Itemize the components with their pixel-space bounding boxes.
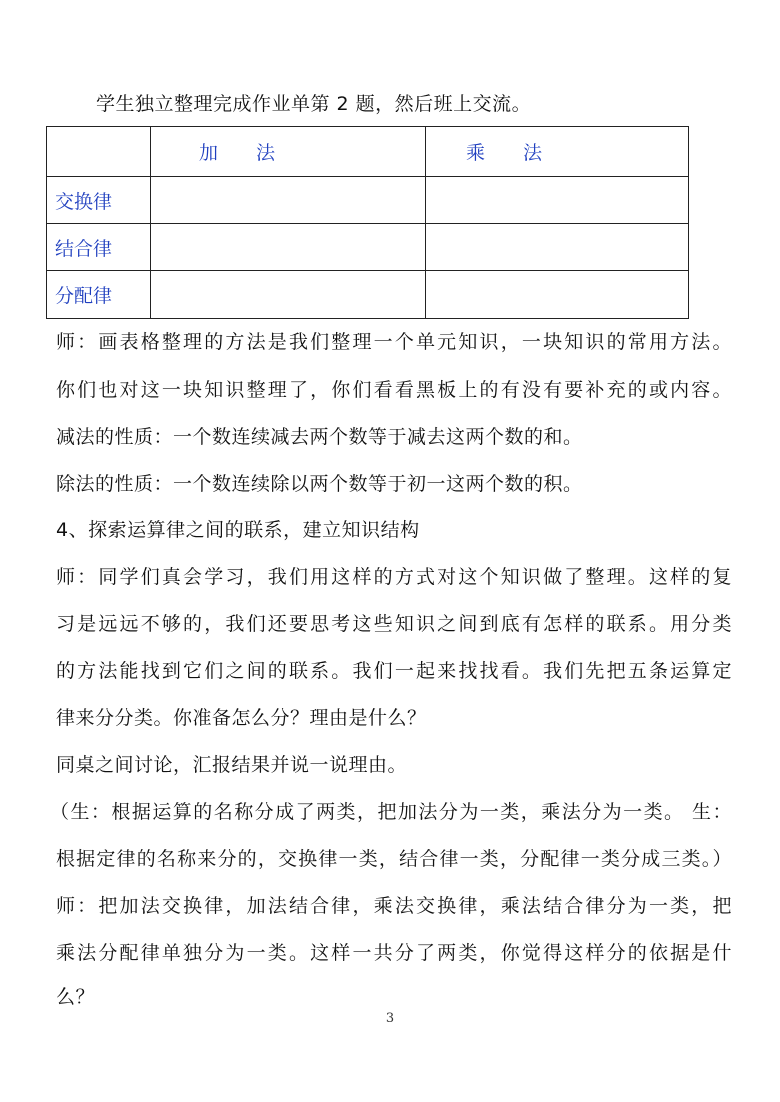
page-number: 3	[385, 1011, 395, 1026]
paragraph-line: 同桌之间讨论，汇报结果并说一说理由。	[56, 754, 408, 776]
paragraph-line: 乘法分配律单独分为一类。这样一共分了两类，你觉得这样分的依据是什	[56, 942, 732, 964]
intro-text: 学生独立整理完成作业单第 2 题，然后班上交流。	[96, 93, 532, 115]
table-cell	[426, 177, 689, 224]
paragraph-line: 习是远远不够的，我们还要思考这些知识之间到底有怎样的联系。用分类	[56, 613, 732, 635]
table-row	[47, 177, 689, 224]
table-cell	[426, 271, 689, 319]
section-heading: 4、探索运算律之间的联系，建立知识结构	[56, 519, 420, 541]
law-summary-table	[46, 126, 689, 319]
paragraph-line: 么？	[56, 986, 96, 1008]
paragraph-line: 律来分分类。你准备怎么分？理由是什么？	[56, 707, 427, 729]
table-corner-cell	[47, 127, 151, 177]
header-multiplication: 乘 法	[426, 127, 689, 177]
table-header-row	[47, 127, 689, 177]
table-cell	[151, 271, 426, 319]
paragraph-line: 除法的性质：一个数连续除以两个数等于初一这两个数的积。	[56, 473, 583, 495]
paragraph-line: 师：把加法交换律，加法结合律，乘法交换律，乘法结合律分为一类，把	[56, 895, 732, 917]
paragraph-line: 根据定律的名称来分的，交换律一类，结合律一类，分配律一类分成三类。）	[56, 848, 732, 870]
paragraph-line: 师：画表格整理的方法是我们整理一个单元知识，一块知识的常用方法。	[56, 331, 732, 353]
paragraph-line: 的方法能找到它们之间的联系。我们一起来找找看。我们先把五条运算定	[56, 660, 732, 682]
row-label-distributive: 分配律	[47, 271, 151, 319]
row-label-associative: 结合律	[47, 224, 151, 271]
table-row	[47, 224, 689, 271]
table-row	[47, 271, 689, 319]
table-cell	[151, 224, 426, 271]
header-addition: 加 法	[151, 127, 426, 177]
row-label-commutative: 交换律	[47, 177, 151, 224]
paragraph-line: 你们也对这一块知识整理了，你们看看黑板上的有没有要补充的或内容。	[56, 379, 732, 401]
paragraph-line: （生：根据运算的名称分成了两类，把加法分为一类，乘法分为一类。 生：	[50, 801, 732, 823]
paragraph-line: 师：同学们真会学习，我们用这样的方式对这个知识做了整理。这样的复	[56, 566, 732, 588]
table-cell	[151, 177, 426, 224]
table-cell	[426, 224, 689, 271]
paragraph-line: 减法的性质：一个数连续减去两个数等于减去这两个数的和。	[56, 426, 583, 448]
